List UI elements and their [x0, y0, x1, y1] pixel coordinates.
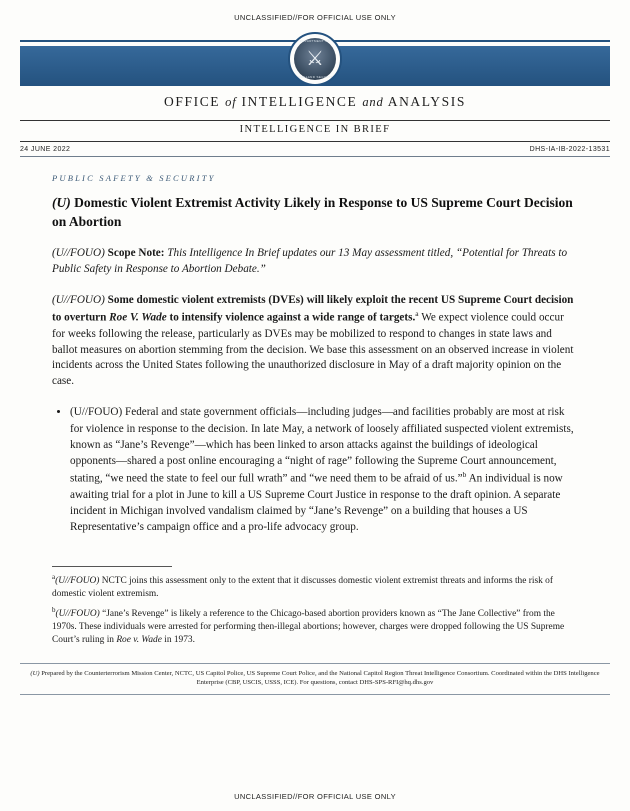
title-marking: (U) [52, 195, 71, 210]
footnote-b-mark: b [52, 606, 56, 615]
office-pre: OFFICE [164, 94, 226, 109]
title-text: Domestic Violent Extremist Activity Likely in Response to US Supreme Court Decision on Abortion [52, 195, 573, 229]
classification-banner-top: UNCLASSIFIED//FOR OFFICIAL USE ONLY [234, 13, 396, 22]
office-title [0, 94, 630, 110]
source-attribution-box [20, 663, 610, 695]
footnote-b-text-1: “Jane’s Revenge” is likely a reference to the Chicago-based abortion providers known as “The Jane Collective” from the 1970s. These individuals were arrested for performing then-illegal abortions; however, charges were dropped following the US Supreme Court’s ruling in [52, 609, 565, 646]
source-marking: (U) [30, 669, 40, 677]
footnote-b-text-2: in 1973. [161, 635, 195, 646]
footnote-a-marking: (U//FOUO) [55, 575, 100, 586]
office-and: and [362, 95, 384, 109]
footnote-b-case-name: Roe v. Wade [116, 635, 162, 646]
page-title [52, 194, 578, 231]
footnote-b-marking: (U//FOUO) [55, 609, 100, 620]
product-rule-top [20, 120, 610, 121]
scope-label: Scope Note: [107, 247, 165, 260]
key-judgment-case-name: Roe V. Wade [109, 311, 167, 324]
footnote-ref-b: b [462, 469, 467, 479]
footnote-ref-a: a [415, 308, 419, 318]
key-judgment-body: We expect violence could occur for weeks following the release, particularly as DVEs may be mobilized to respond to changes in state laws and ballot measures on abortion stemming from the decision. We base this assessment on an observed increase in violent incidents across the United States following the unauthorized disclosure in May of a draft majority opinion on the case. [52, 311, 574, 388]
office-of: of [225, 95, 237, 109]
publication-date: 24 JUNE 2022 [20, 146, 71, 153]
scope-text: This Intelligence In Brief updates our 13 May assessment titled, “Potential for Threats to Public Safety in Response to Abortion Debate.” [52, 247, 568, 276]
scope-marking: (U//FOUO) [52, 247, 105, 260]
bullet-bold-lead: Federal and state government officials—including judges—and facilities probably are most at risk for violence in response to the decision. [70, 406, 565, 435]
footnote-a [52, 573, 578, 601]
bullet-body-2: An individual is now awaiting trial for a plot in June to kill a US Supreme Court Justice in response to the draft opinion. A separate incident in Michigan involved vandalism claimed by “Jane’s Revenge” on a building that houses a US Representative’s campaign office and a pro-life advocacy group. [70, 472, 563, 534]
scope-note-paragraph [52, 246, 578, 278]
bullet-body-1: In late May, a network of loosely affiliated suspected violent extremists, known as “Jane’s Revenge”—which has been linked to arson attacks against the buildings of ideological opponents—shared a post online encouraging a “night of rage” following the Supreme Court announcement, stating, “we need the state to feel our full wrath” and “we need them to be afraid of us.” [70, 422, 574, 485]
key-judgment-bold-tail: to intensify violence against a wide range of targets. [166, 311, 416, 324]
agency-banner [0, 32, 630, 114]
footnote-b [52, 606, 578, 646]
office-mid: INTELLIGENCE [236, 94, 363, 109]
key-judgment-marking: (U//FOUO) [52, 294, 105, 307]
seal-bottom-text: HOMELAND SECURITY [295, 75, 335, 79]
bullet-marking: (U//FOUO) [70, 406, 123, 419]
key-judgment-bold-lead: Some domestic violent extremists (DVEs) will likely exploit the recent US Supreme Court decision to overturn [52, 294, 574, 324]
product-type: INTELLIGENCE IN BRIEF [239, 124, 391, 135]
seal-eagle-icon: ⚔ [306, 48, 324, 70]
seal-top-text: DEPARTMENT OF [299, 39, 331, 43]
classification-banner-bottom: UNCLASSIFIED//FOR OFFICIAL USE ONLY [234, 792, 396, 801]
document-body [52, 157, 578, 647]
office-post: ANALYSIS [383, 94, 466, 109]
product-rule-bottom [20, 141, 610, 142]
footnote-a-mark: a [52, 572, 56, 581]
footnote-divider [52, 566, 172, 567]
dhs-seal-icon [288, 32, 342, 86]
topic-label: PUBLIC SAFETY & SECURITY [52, 173, 216, 183]
key-judgment-paragraph [52, 293, 578, 390]
document-id: DHS-IA-IB-2022-13531 [529, 146, 610, 153]
assessment-bullet-list [52, 404, 578, 535]
product-line-block [0, 120, 630, 142]
source-text: Prepared by the Counterterrorism Mission Center, NCTC, US Capitol Police, US Supreme Court Police, and the National Capitol Region Threat Intelligence Consortium. Coordinated within the DHS Intelligence Enterprise (CBP, USCIS, USSS, ICE). For questions, contact DHS-SPS-RFI@hq.dhs.gov [41, 669, 600, 687]
list-item [70, 404, 578, 535]
document-meta [20, 146, 610, 153]
footnote-a-text: NCTC joins this assessment only to the extent that it discusses domestic violent extremist threats and informs the risk of domestic violent extremism. [52, 575, 553, 599]
